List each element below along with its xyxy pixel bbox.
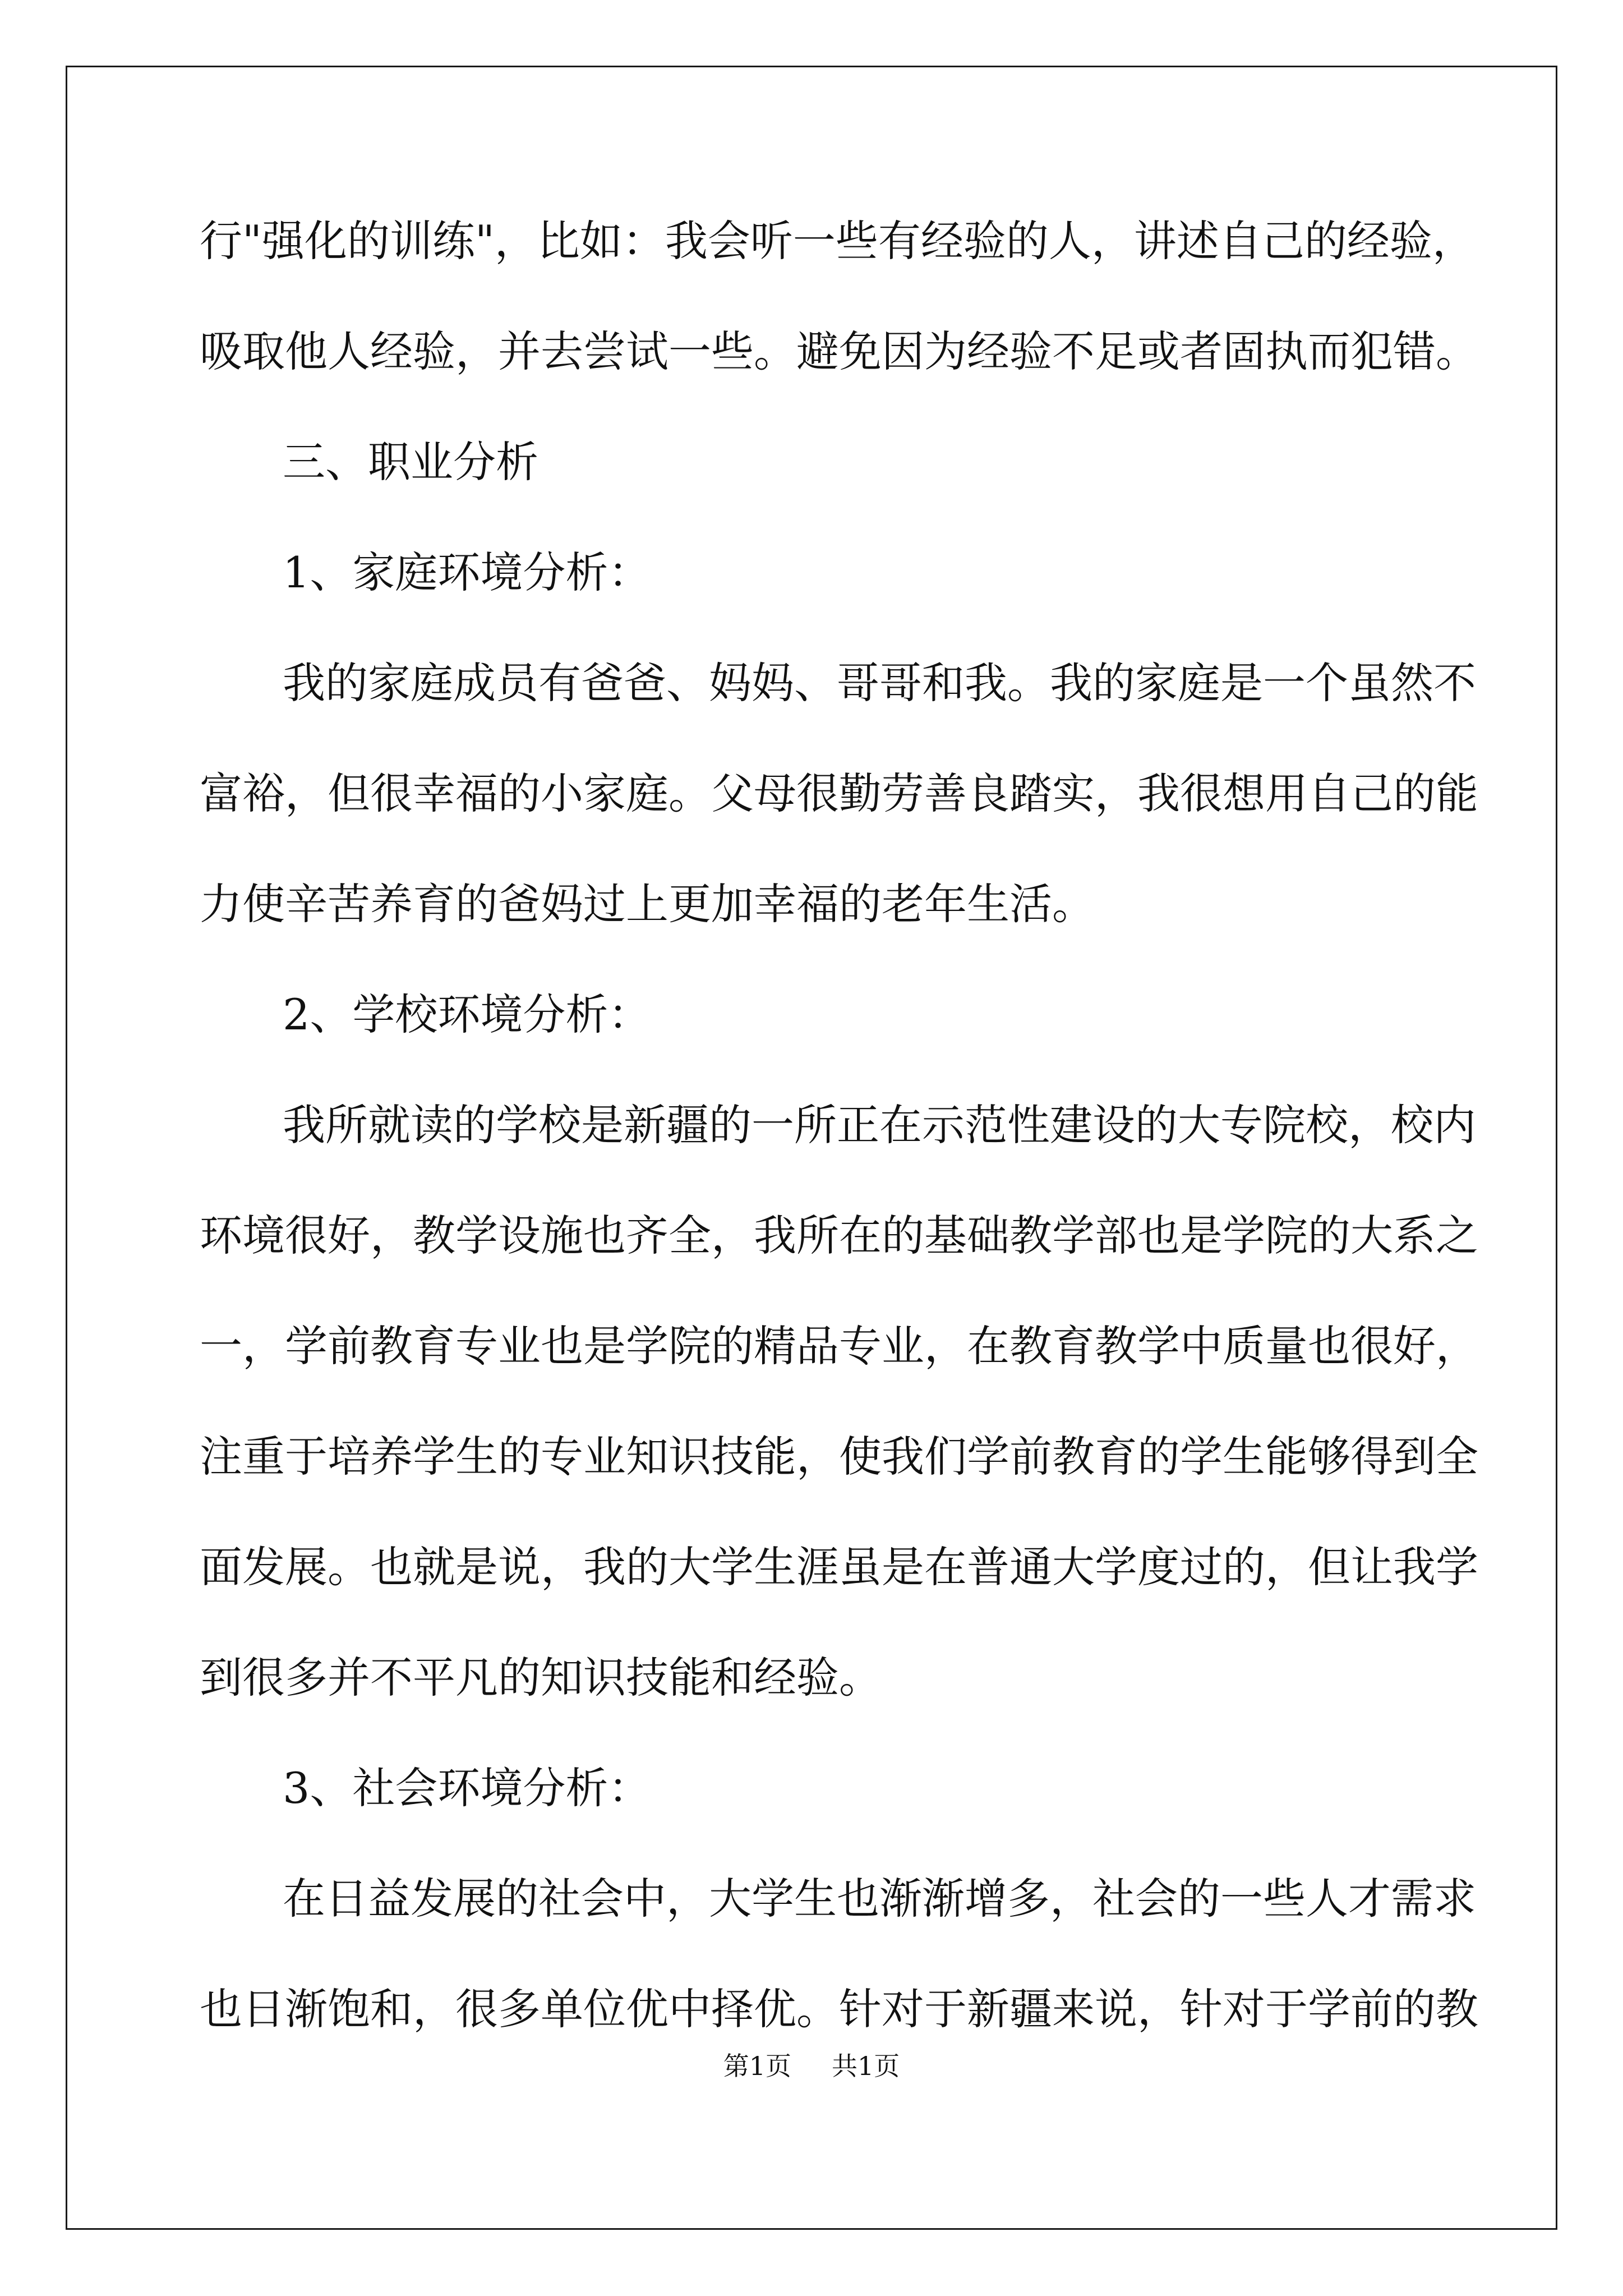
text-line: 行"强化的训练"，比如：我会听一些有经验的人，讲述自己的经验，: [200, 216, 1475, 266]
section-heading: 三、职业分析: [283, 437, 538, 487]
text-line: 注重于培养学生的专业知识技能，使我们学前教育的学生能够得到全: [200, 1432, 1478, 1481]
subsection-heading: 2、学校环境分析：: [283, 990, 651, 1039]
text-line: 环境很好，教学设施也齐全，我所在的基础教学部也是学院的大系之: [200, 1211, 1478, 1260]
page-number-total: 共1页: [832, 2051, 900, 2081]
text-line: 面发展。也就是说，我的大学生涯虽是在普通大学度过的，但让我学: [200, 1542, 1478, 1592]
text-line: 到很多并不平凡的知识技能和经验。: [200, 1653, 882, 1703]
text-line: 在日益发展的社会中，大学生也渐渐增多，社会的一些人才需求: [283, 1874, 1476, 1924]
text-line: 一，学前教育专业也是学院的精品专业，在教育教学中质量也很好，: [200, 1321, 1478, 1371]
text-line: 也日渐饱和，很多单位优中择优。针对于新疆来说，针对于学前的教: [200, 1984, 1478, 2034]
text-line: 我的家庭成员有爸爸、妈妈、哥哥和我。我的家庭是一个虽然不: [283, 658, 1476, 708]
subsection-heading: 3、社会环境分析：: [283, 1763, 651, 1813]
text-line: 力使辛苦养育的爸妈过上更加幸福的老年生活。: [200, 879, 1095, 929]
text-line: 吸取他人经验，并去尝试一些。避免因为经验不足或者固执而犯错。: [200, 326, 1478, 376]
subsection-heading: 1、家庭环境分析：: [283, 547, 651, 597]
text-line: 我所就读的学校是新疆的一所正在示范性建设的大专院校，校内: [283, 1100, 1476, 1150]
page-number-current: 第1页: [723, 2051, 791, 2081]
page-footer: [0, 2049, 1623, 2083]
text-line: 富裕，但很幸福的小家庭。父母很勤劳善良踏实，我很想用自己的能: [200, 769, 1478, 818]
